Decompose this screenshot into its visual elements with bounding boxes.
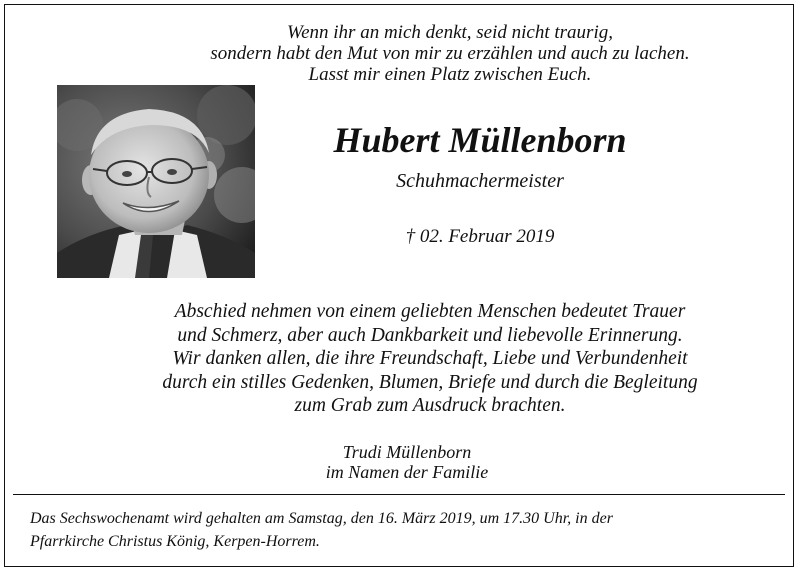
signature-note: im Namen der Familie <box>325 462 489 482</box>
message-line: durch ein stilles Gedenken, Blumen, Briefe und durch die Begleitung <box>162 371 698 393</box>
thank-you-message <box>60 300 800 418</box>
signature-name: Trudi Müllenborn <box>342 442 472 462</box>
deceased-profession: Schuhmachermeister <box>396 170 564 192</box>
message-line: Wir danken allen, die ihre Freundschaft, Liebe und Verbundenheit <box>172 348 688 369</box>
message-line: zum Grab zum Ausdruck brachten. <box>294 395 566 416</box>
verse-line: Lasst mir einen Platz zwischen Euch. <box>308 64 592 85</box>
verse-line: sondern habt den Mut von mir zu erzählen und auch zu lachen. <box>210 43 690 64</box>
verse-line: Wenn ihr an mich denkt, seid nicht traurig, <box>287 22 613 43</box>
message-line: Abschied nehmen von einem geliebten Menschen bedeutet Trauer <box>174 301 686 322</box>
service-notice <box>30 507 790 553</box>
family-signature <box>282 442 532 482</box>
death-date: † 02. Februar 2019 <box>405 226 555 247</box>
service-line: Das Sechswochenamt wird gehalten am Samstag, den 16. März 2019, um 17.30 Uhr, in der <box>30 510 613 527</box>
message-line: und Schmerz, aber auch Dankbarkeit und liebevolle Erinnerung. <box>177 324 683 346</box>
divider <box>13 494 785 495</box>
memorial-verse <box>150 22 750 85</box>
service-line: Pfarrkirche Christus König, Kerpen-Horrem. <box>30 533 320 550</box>
deceased-name: Hubert Müllenborn <box>333 120 627 160</box>
portrait-photo <box>57 85 255 278</box>
